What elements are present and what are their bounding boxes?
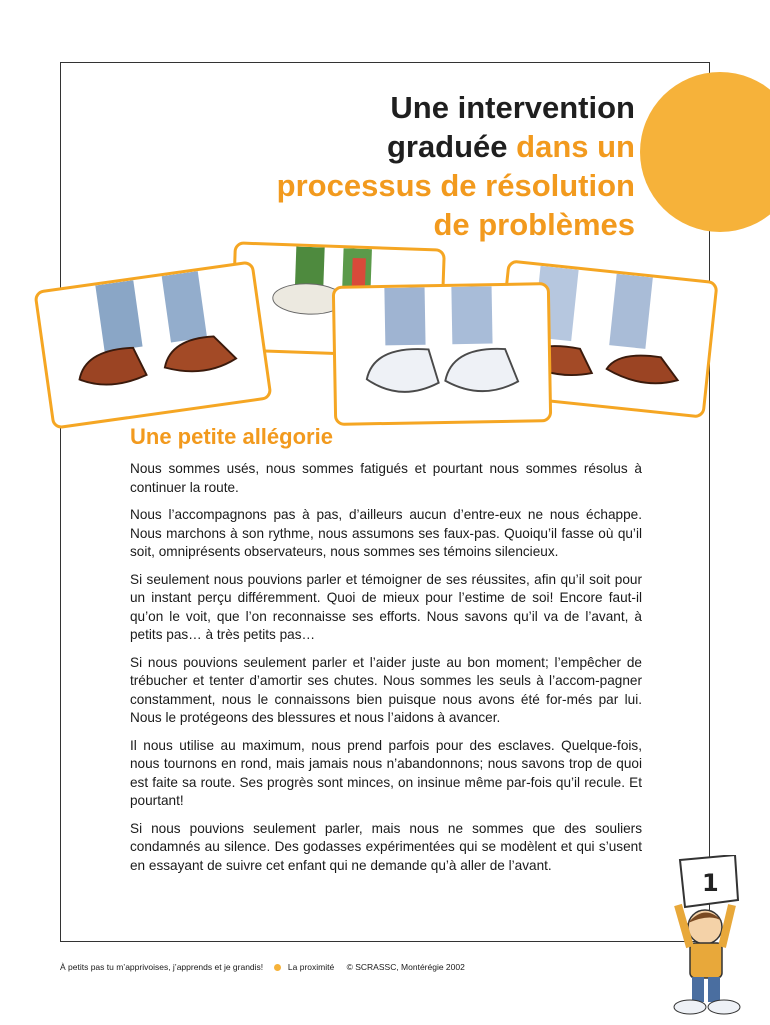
title-line-2-orange: dans un: [507, 129, 635, 164]
title-line-3: processus de résolution: [276, 168, 635, 203]
paragraph: Il nous utilise au maximum, nous prend parfois pour des esclaves. Quelque-fois, nous tournons en rond, mais jamais nous n’abandonnons; nous savons trop de quoi est faite sa route. Ses progrès sont minces, on insinue même par-fois qu’il recule. Et pourtant!: [130, 737, 642, 808]
title-line-2-dark: graduée: [386, 129, 508, 164]
page-title: [277, 88, 635, 244]
bullet-dot-icon: [274, 964, 281, 971]
body-text: [130, 460, 642, 884]
section-title: Une petite allégorie: [130, 424, 333, 449]
title-line-1: Une intervention: [390, 90, 635, 125]
paragraph: Si nous pouvions seulement parler, mais nous ne sommes que des souliers condamnés au silence. Des godasses expérimentées qui se modèlent et qui s’usent en essayant de suivre cet enfant qui ne demande qu’à aller de l’avant.: [130, 820, 642, 873]
paragraph: Nous l’accompagnons pas à pas, d’ailleurs aucun d’entre-eux ne nous échappe. Nous marchons à son rythme, nous assumons ses faux-pas. Quoiqu’il fasse où qu’il soit, omniprésents observateurs, nous sommes ses témoins silencieux.: [130, 507, 642, 559]
footer-left-text: À petits pas tu m’apprivoises, j’apprends et je grandis!: [60, 962, 264, 972]
white-sneakers-photo: [332, 282, 552, 426]
paragraph: Nous sommes usés, nous sommes fatigués et pourtant nous sommes résolus à continuer la route.: [130, 461, 642, 495]
child-mascot-illustration: [640, 855, 765, 1020]
title-line-4: de problèmes: [433, 207, 635, 242]
footer: [60, 962, 465, 972]
footer-copyright: © SCRASSC, Montérégie 2002: [346, 962, 465, 972]
paragraph: Si seulement nous pouvions parler et témoigner de ses réussites, afin qu’il soit pour un instant perçu différemment. Quoi de mieux pour l’estime de soi! Encore faut-il qu’on le voit, que l’on reconnaisse ses efforts. Nous savons qu’il va de l’avant, à petits pas… à très petits pas…: [130, 571, 642, 642]
footer-middle-text: La proximité: [287, 962, 335, 972]
page-number: 1: [702, 869, 719, 897]
paragraph: Si nous pouvions seulement parler et l’aider juste au bon moment; l’empêcher de trébucher et tenter d’amortir ses chutes. Nous sommes les seuls à l’accom-pagner constamment, nous le connaissons bien puisque nous avons été for-més par lui. Nous le protégeons des blessures et nous l’aidons à avancer.: [130, 654, 642, 725]
